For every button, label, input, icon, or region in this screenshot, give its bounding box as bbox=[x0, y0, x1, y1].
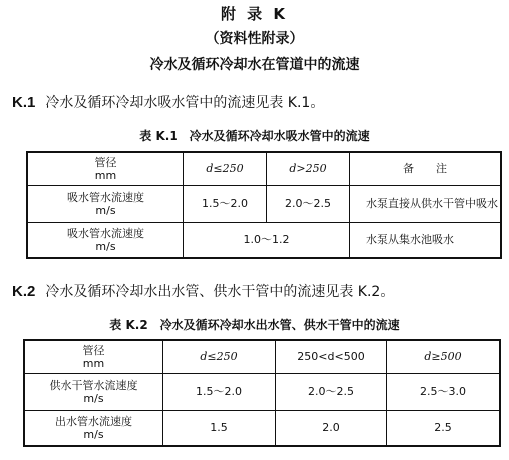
header-col2: d>250 bbox=[267, 152, 350, 185]
row-value-2: 2.0 bbox=[276, 410, 387, 446]
section-number: K.2 bbox=[12, 283, 36, 300]
header-param-unit: mm bbox=[94, 168, 117, 182]
row-note: 水泵从集水池吸水 bbox=[350, 222, 502, 258]
table-k2 bbox=[23, 339, 501, 447]
row-unit: m/s bbox=[83, 391, 104, 405]
header-param-label: 管径 bbox=[82, 343, 105, 357]
header-param-cell bbox=[24, 340, 163, 373]
header-param-label: 管径 bbox=[94, 155, 117, 169]
row-label-cell bbox=[27, 185, 184, 222]
row-unit: m/s bbox=[83, 427, 104, 441]
table-row bbox=[27, 222, 501, 258]
header-param-cell bbox=[27, 152, 184, 185]
table-k1-caption: 表 K.1 冷水及循环冷却水吸水管中的流速 bbox=[139, 129, 370, 143]
header-col1: d≤250 bbox=[184, 152, 267, 185]
row-label: 供水干管水流速度 bbox=[49, 378, 138, 392]
table-header-row bbox=[27, 152, 501, 185]
row-value-3: 2.5 bbox=[387, 410, 501, 446]
table-k1 bbox=[26, 151, 502, 259]
row-unit: m/s bbox=[95, 203, 116, 217]
row-value-1: 1.5～2.0 bbox=[163, 373, 276, 410]
table-k2-caption: 表 K.2 冷水及循环冷却水出水管、供水干管中的流速 bbox=[109, 318, 400, 332]
row-value-2: 2.0～2.5 bbox=[276, 373, 387, 410]
header-note: 备 注 bbox=[350, 152, 502, 185]
header-col2: 250<d<500 bbox=[276, 340, 387, 373]
section-k1 bbox=[12, 92, 324, 112]
appendix-heading: 冷水及循环冷却水在管道中的流速 bbox=[149, 57, 360, 73]
row-label: 吸水管水流速度 bbox=[67, 190, 144, 204]
section-k2 bbox=[12, 281, 394, 301]
appendix-title: 附 录 K bbox=[220, 5, 289, 23]
table-row bbox=[24, 410, 500, 446]
row-label-cell bbox=[24, 410, 163, 446]
section-number: K.1 bbox=[12, 94, 36, 111]
header-col3: d≥500 bbox=[387, 340, 501, 373]
table-row bbox=[27, 185, 501, 222]
row-value-3: 2.5～3.0 bbox=[387, 373, 501, 410]
row-label-cell bbox=[27, 222, 184, 258]
row-value-1: 1.5～2.0 bbox=[184, 185, 267, 222]
section-text: 冷水及循环冷却水出水管、供水干管中的流速见表 K.2。 bbox=[45, 284, 395, 300]
table-row bbox=[24, 373, 500, 410]
row-label: 出水管水流速度 bbox=[55, 414, 132, 428]
table-header-row bbox=[24, 340, 500, 373]
row-note: 水泵直接从供水干管中吸水 bbox=[350, 185, 502, 222]
row-label: 吸水管水流速度 bbox=[67, 226, 144, 240]
header-col1: d≤250 bbox=[163, 340, 276, 373]
row-value-merged: 1.0～1.2 bbox=[184, 222, 350, 258]
row-unit: m/s bbox=[95, 239, 116, 253]
appendix-subtitle: （资料性附录） bbox=[205, 31, 304, 47]
section-text: 冷水及循环冷却水吸水管中的流速见表 K.1。 bbox=[45, 95, 325, 111]
row-label-cell bbox=[24, 373, 163, 410]
header-param-unit: mm bbox=[82, 356, 105, 370]
row-value-1: 1.5 bbox=[163, 410, 276, 446]
row-value-2: 2.0～2.5 bbox=[267, 185, 350, 222]
